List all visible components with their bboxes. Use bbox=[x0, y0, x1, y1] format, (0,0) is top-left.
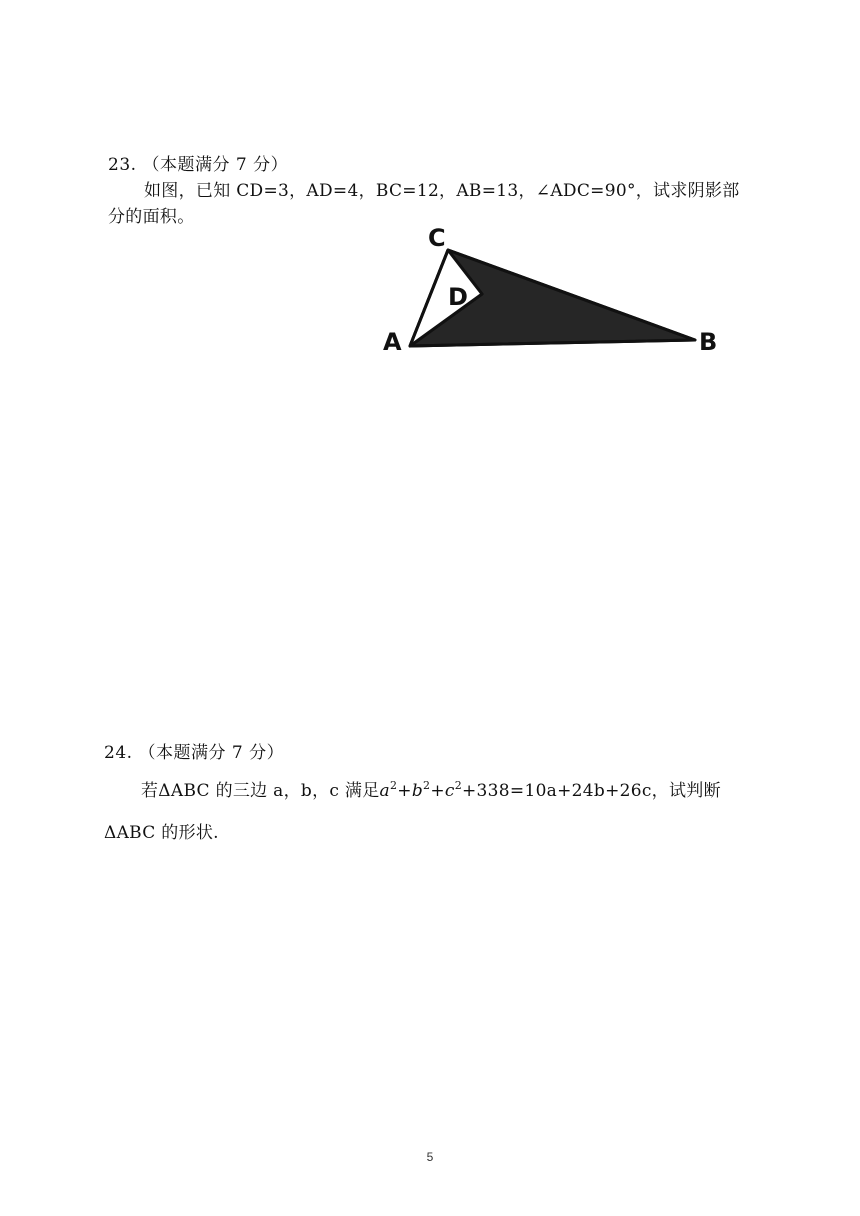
plus-2: + bbox=[430, 781, 445, 801]
q24-line1-prefix: 若ΔABC 的三边 a，b，c 满足 bbox=[141, 781, 380, 801]
q23-triangle-figure bbox=[370, 222, 730, 362]
var-b: b bbox=[411, 781, 424, 801]
q24-header: 24. （本题满分 7 分） bbox=[104, 743, 285, 763]
q24-text-line2: ΔABC 的形状. bbox=[104, 823, 219, 843]
q23-text-line2: 分的面积。 bbox=[108, 207, 195, 227]
q23-header: 23. （本题满分 7 分） bbox=[108, 155, 289, 175]
vertex-label-d: D bbox=[448, 283, 468, 311]
q23-text-line1: 如图，已知 CD=3，AD=4，BC=12，AB=13，∠ADC=90°，试求阴影部 bbox=[144, 181, 740, 201]
q24-line1-suffix: +338=10a+24b+26c，试判断 bbox=[462, 781, 721, 801]
exp-c: 2 bbox=[454, 779, 463, 792]
page-number: 5 bbox=[426, 1150, 434, 1164]
var-a: a bbox=[379, 781, 390, 801]
var-c: c bbox=[444, 781, 455, 801]
exp-b: 2 bbox=[423, 779, 431, 792]
plus-1: + bbox=[397, 781, 412, 801]
vertex-label-b: B bbox=[699, 328, 718, 356]
vertex-label-a: A bbox=[383, 328, 402, 356]
exp-a: 2 bbox=[389, 779, 398, 792]
vertex-label-c: C bbox=[428, 224, 446, 252]
q24-text-line1 bbox=[141, 776, 721, 801]
